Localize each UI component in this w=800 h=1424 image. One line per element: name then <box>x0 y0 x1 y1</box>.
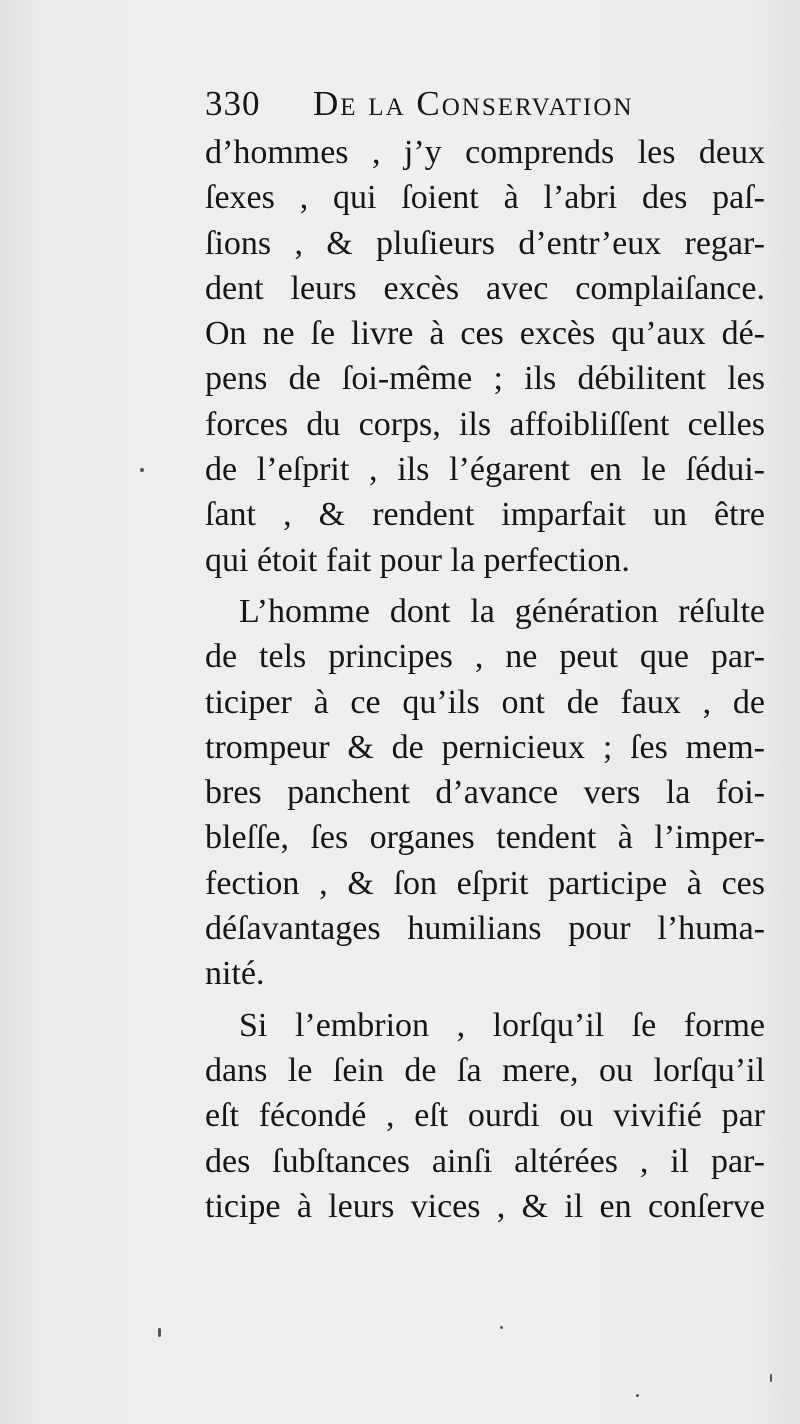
text-line: pens de ſoi-même ; ils débilitent les <box>205 360 765 398</box>
text-line: L’homme dont la génération réſulte <box>239 592 765 630</box>
text-line: bleſſe, ſes organes tendent à l’imper- <box>205 819 765 857</box>
text-line: ſexes , qui ſoient à l’abri des paſ- <box>205 179 765 217</box>
text-line: ticipe à leurs vices , & il en conſerve <box>205 1187 765 1225</box>
page-number: 330 <box>205 84 261 123</box>
text-line: On ne ſe livre à ces excès qu’aux dé- <box>205 315 765 353</box>
page-header <box>205 84 775 124</box>
running-title: De la Conservation <box>313 84 634 123</box>
text-line: d’hommes , j’y comprends les deux <box>205 134 765 171</box>
text-line: forces du corps, ils affoibliſſent celles <box>205 405 765 443</box>
text-line: de tels principes , ne peut que par- <box>205 638 765 676</box>
text-line: ſions , & pluſieurs d’entr’eux regar- <box>205 224 765 262</box>
text-line: nité. <box>205 955 265 993</box>
text-line: des ſubſtances ainſi altérées , il par- <box>205 1142 765 1180</box>
text-line: dent leurs excès avec complaiſance. <box>205 269 765 307</box>
text-block <box>205 130 765 1229</box>
text-line: dans le ſein de ſa mere, ou lorſqu’il <box>205 1051 765 1089</box>
text-line: ticiper à ce qu’ils ont de faux , de <box>205 683 765 721</box>
text-line: de l’eſprit , ils l’égarent en le ſédui- <box>205 451 765 489</box>
text-line: déſavantages humilians pour l’huma- <box>205 910 765 948</box>
paper-speck <box>158 1328 161 1337</box>
text-line: ſant , & rendent imparfait un être <box>205 496 765 534</box>
text-line: qui étoit fait pour la perfection. <box>205 541 630 579</box>
paper-speck <box>770 1374 772 1382</box>
paper-speck <box>636 1394 639 1397</box>
text-line: eſt fécondé , eſt ourdi ou vivifié par <box>205 1097 765 1135</box>
text-line: bres panchent d’avance vers la foi- <box>205 774 765 812</box>
paper-speck <box>140 468 144 472</box>
paper-speck <box>500 1326 503 1329</box>
text-line: trompeur & de pernicieux ; ſes mem- <box>205 728 765 766</box>
text-line: Si l’embrion , lorſqu’il ſe forme <box>239 1006 765 1044</box>
text-line: fection , & ſon eſprit participe à ces <box>205 864 765 902</box>
